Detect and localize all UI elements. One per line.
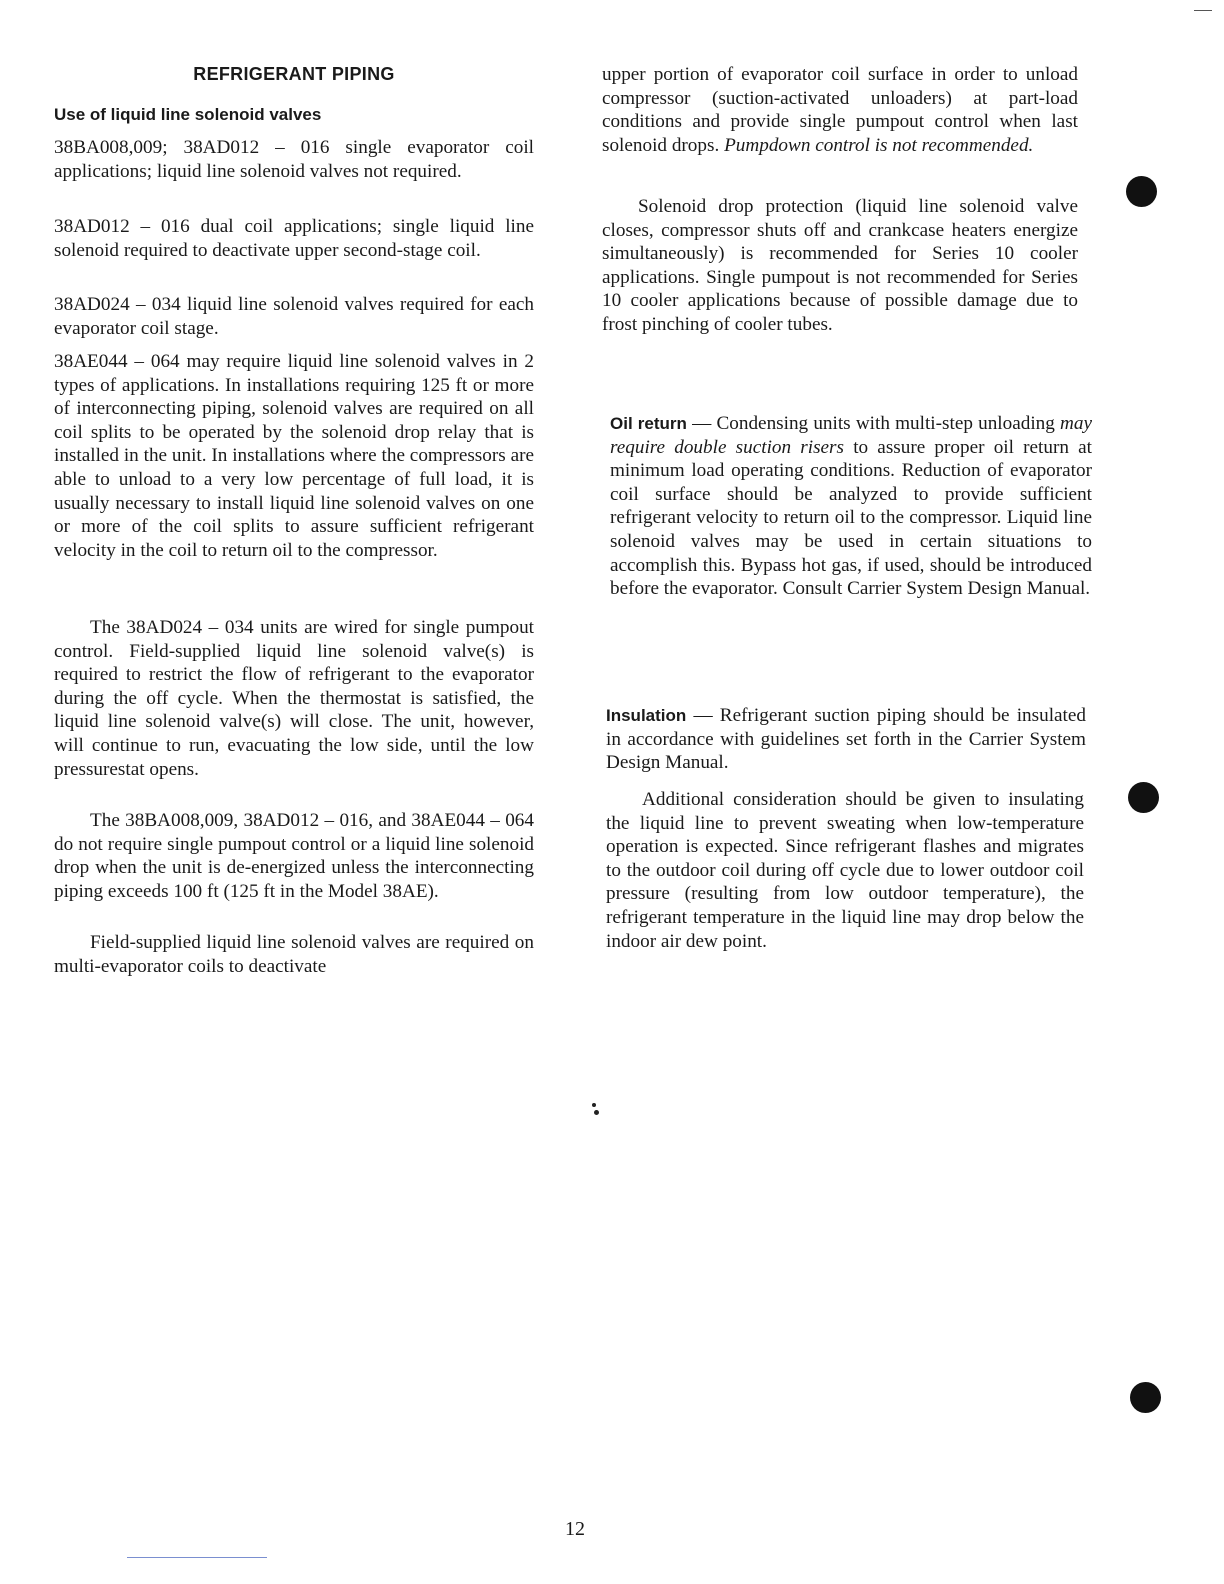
pumpdown-note: Pumpdown control is not recommended. [724, 134, 1034, 156]
oil-return-text-a: Condensing units with multi-step unloading [716, 413, 1055, 434]
paragraph-38ba008: 38BA008,009; 38AD012 – 016 single evaporator coil applications; liquid line solenoid valves not required. [54, 137, 534, 182]
paragraph-38ae044: 38AE044 – 064 may require liquid line solenoid valves in 2 types of applications. In installations requiring 125 ft or more of interconnecting piping, solenoid valves are required on all coil splits to be operated by the solenoid drop relay that is installed in the unit. In installations where the compressors are able to unload to a very low percentage of full load, it is usually necessary to install liquid line solenoid valves on one or more of the coil splits to assure sufficient refrigerant velocity in the coil to return oil to the compressor. [54, 351, 534, 561]
scan-speck [592, 1103, 596, 1107]
paragraph-pumpout-control: The 38AD024 – 034 units are wired for single pumpout control. Field-supplied liquid line solenoid valve(s) is required to restrict the flow of refrigerant to the evaporator during the off cycle. When the thermostat is satisfied, the liquid line solenoid valve(s) will close. The unit, however, will continue to run, evacuating the low side, until the low pressurestat opens. [54, 617, 534, 780]
footer-rule [127, 1557, 267, 1558]
insulation-dash: — [686, 705, 720, 726]
oil-return-heading: Oil return [610, 414, 687, 433]
subheading-solenoid-valves: Use of liquid line solenoid valves [54, 105, 322, 124]
paragraph-no-pumpout: The 38BA008,009, 38AD012 – 016, and 38AE044 – 064 do not require single pumpout control or a liquid line solenoid drop when the unit is de-energized unless the interconnecting piping exceeds 100 ft (125 ft in the Model 38AE). [54, 810, 534, 902]
page-number: 12 [565, 1518, 585, 1540]
paragraph-oil-return [610, 412, 1092, 601]
punch-hole-top [1126, 176, 1157, 207]
paragraph-additional-consideration: Additional consideration should be given to insulating the liquid line to prevent sweating when low-temperature operation is expected. Since refrigerant flashes and migrates to the outdoor coil during off cycle due to lower outdoor coil pressure (resulting from low outdoor temperature), the refrigerant temperature in the liquid line may drop below the indoor air dew point. [606, 789, 1084, 952]
paragraph-38ad012-dual: 38AD012 – 016 dual coil applications; single liquid line solenoid required to deactivate upper second-stage coil. [54, 216, 534, 261]
punch-hole-middle [1128, 782, 1159, 813]
paragraph-38ad024: 38AD024 – 034 liquid line solenoid valves required for each evaporator coil stage. [54, 294, 534, 339]
upper-portion-text: upper portion of evaporator coil surface in order to unload compressor (suction-activated unloaders) at part-load conditions and provide single pumpout control when last solenoid drops. [602, 64, 1078, 156]
insulation-heading: Insulation [606, 706, 687, 725]
section-title: REFRIGERANT PIPING [193, 64, 395, 84]
paragraph-insulation [606, 704, 1086, 775]
corner-scan-mark [1194, 10, 1212, 11]
insulation-text: Refrigerant suction piping should be insulated in accordance with guidelines set forth in the Carrier System Design Manual. [606, 705, 1086, 774]
paragraph-multi-evaporator: Field-supplied liquid line solenoid valves are required on multi-evaporator coils to deactivate [54, 932, 534, 977]
oil-return-text-b: to assure proper oil return at minimum load operating conditions. Reduction of evaporator coil surface should be analyzed to provide sufficient refrigerant velocity to return oil to the compressor. Liquid line solenoid valves may be used in certain situations to accomplish this. Bypass hot gas, if used, should be introduced before the evaporator. Consult Carrier System Design Manual. [610, 436, 1092, 600]
paragraph-solenoid-drop-protection: Solenoid drop protection (liquid line solenoid valve closes, compressor shuts off and crankcase heaters energize simultaneously) is recommended for Series 10 cooler applications. Single pumpout is not recommended for Series 10 cooler applications because of possible damage due to frost pinching of cooler tubes. [602, 196, 1078, 335]
punch-hole-bottom [1130, 1382, 1161, 1413]
oil-return-dash: — [686, 413, 717, 434]
paragraph-upper-portion [602, 63, 1078, 157]
scan-speck [594, 1110, 599, 1115]
oil-return-italic: may require double suction risers [610, 413, 1093, 458]
